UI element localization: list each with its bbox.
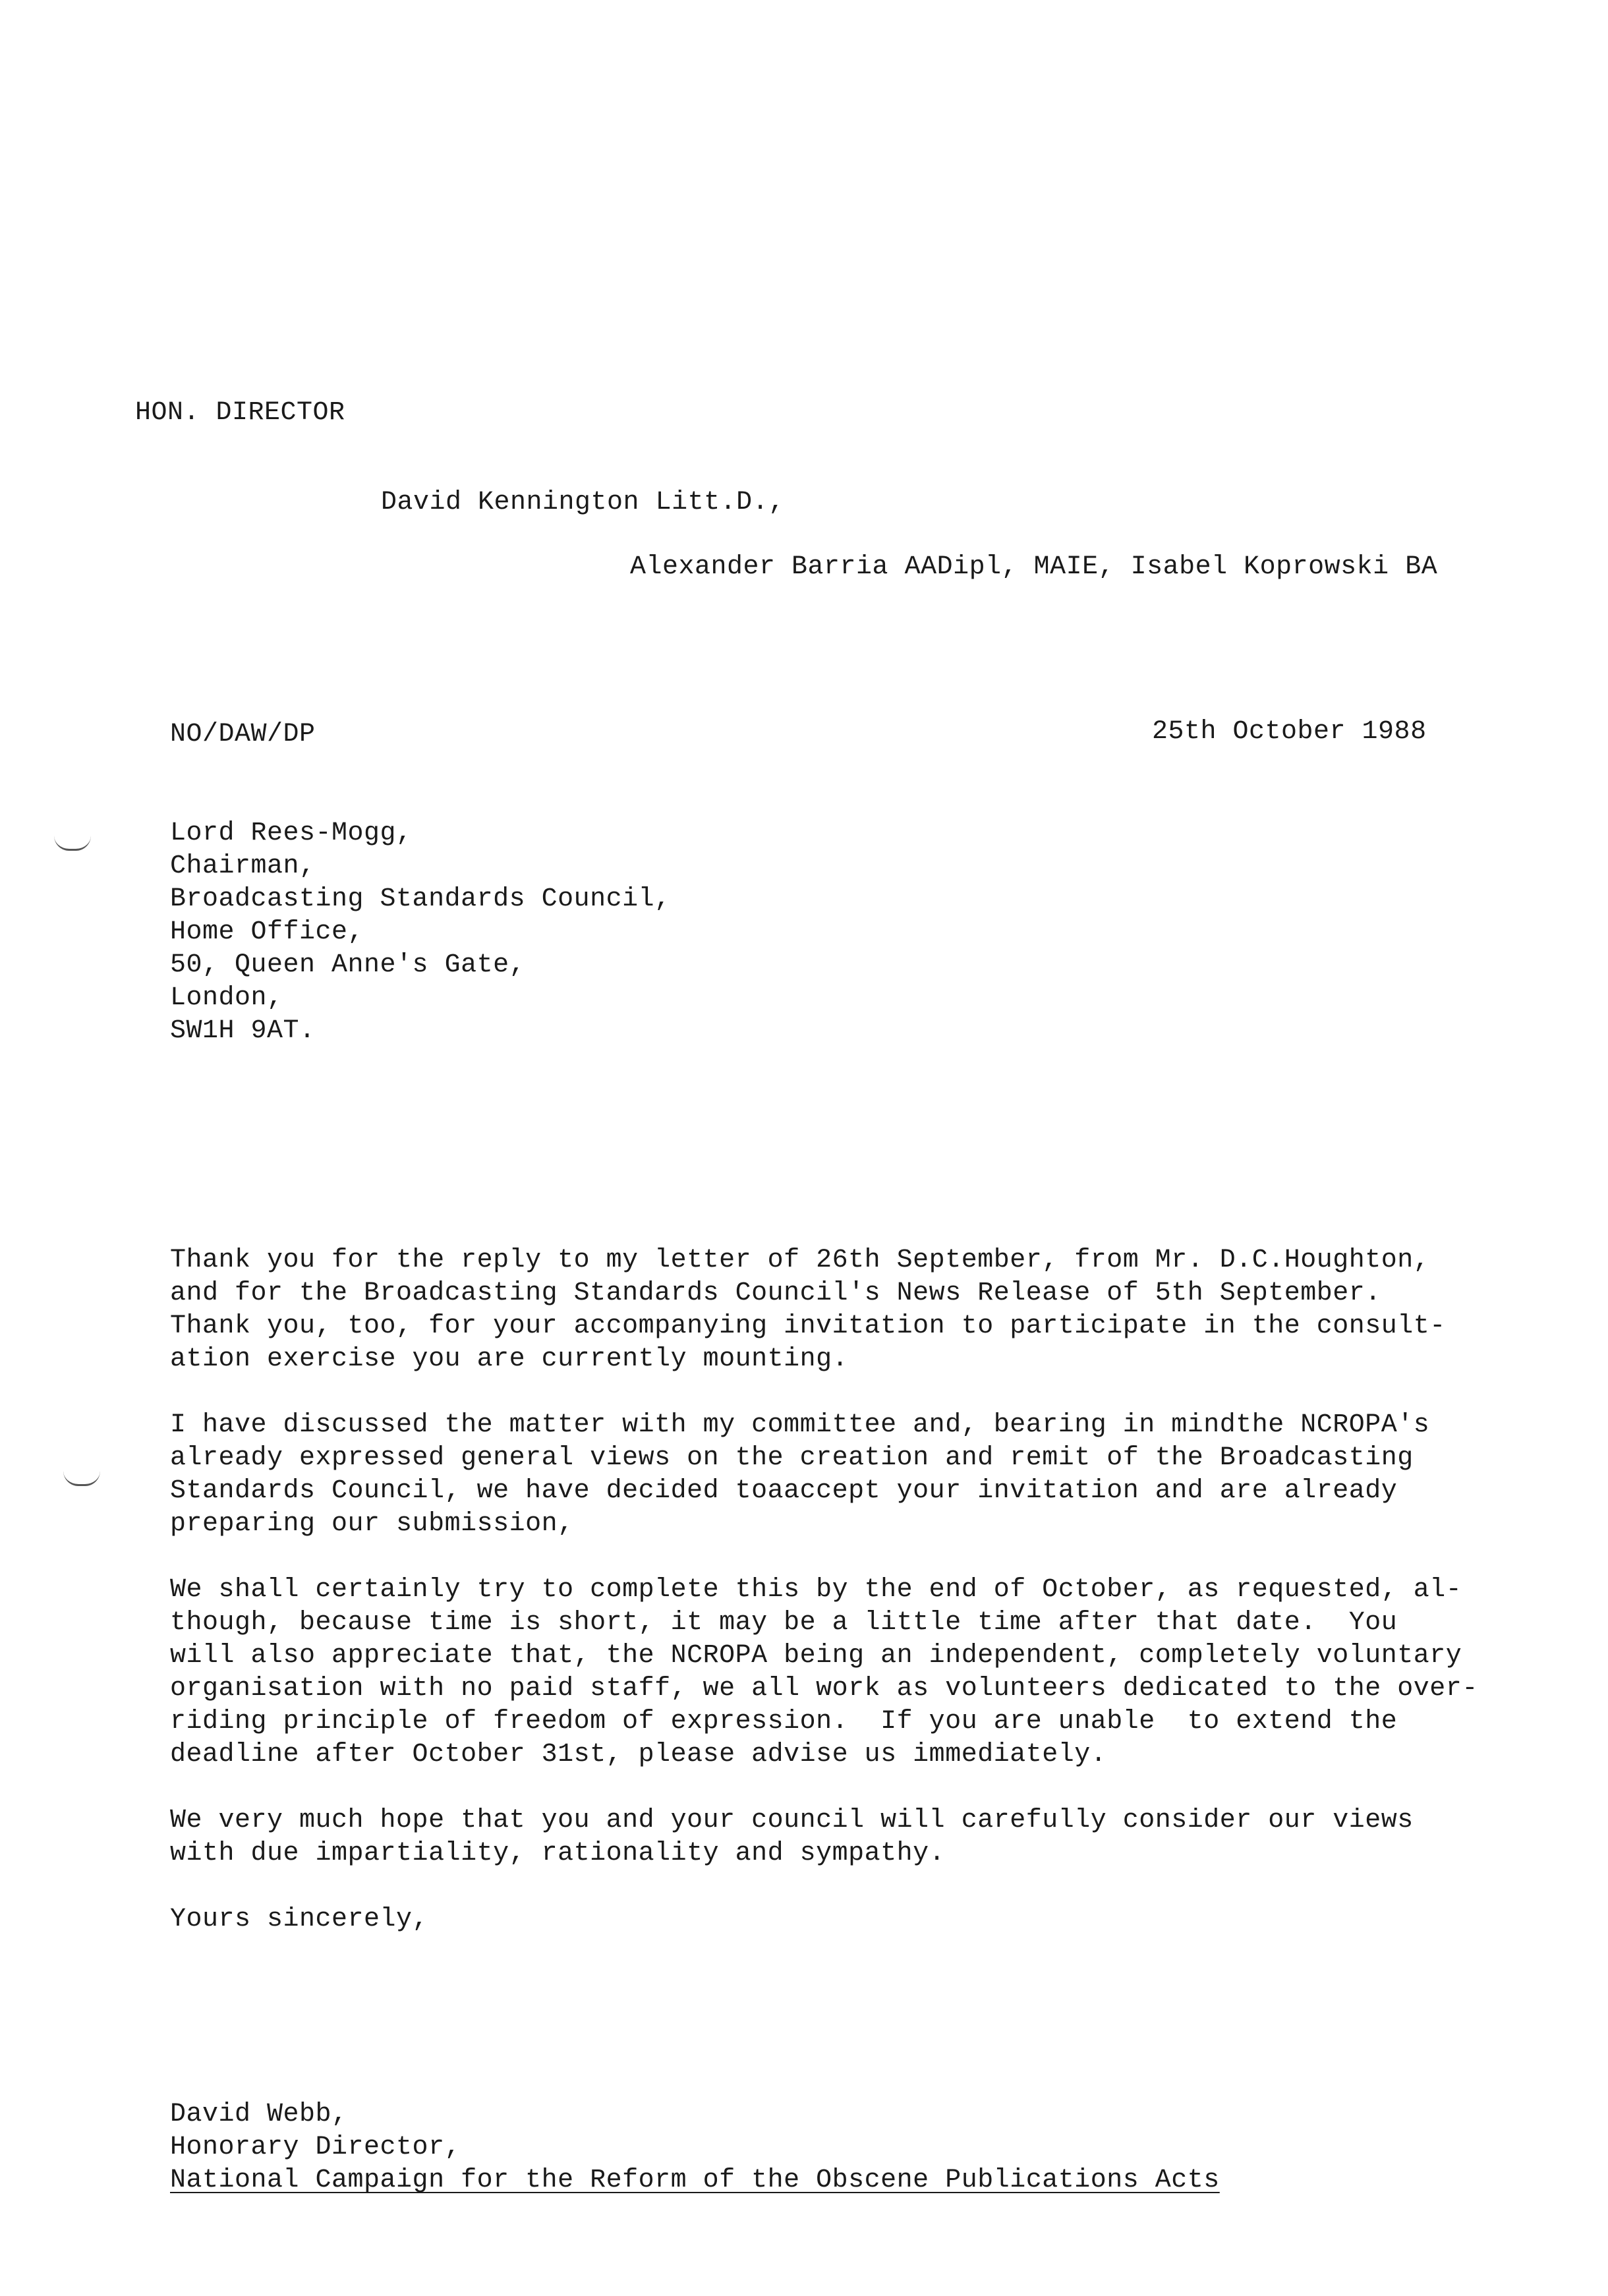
body-line: and for the Broadcasting Standards Council's News Release of 5th September. xyxy=(170,1278,1381,1308)
reference-code: NO/DAW/DP xyxy=(170,720,316,749)
body-line: already expressed general views on the creation and remit of the Broadcasting xyxy=(170,1443,1414,1473)
body-line: deadline after October 31st, please advise us immediately. xyxy=(170,1740,1107,1769)
address-line: Home Office, xyxy=(170,917,364,947)
signatory-name: David Webb, xyxy=(170,2100,348,2129)
letterhead-role: HON. DIRECTOR xyxy=(135,398,345,428)
body-line: organisation with no paid staff, we all work as volunteers dedicated to the over- xyxy=(170,1674,1478,1704)
letter-date: 25th October 1988 xyxy=(1152,717,1427,747)
address-line: Broadcasting Standards Council, xyxy=(170,884,671,914)
letterhead-names-secondary: Alexander Barria AADipl, MAIE, Isabel Koprowski BA xyxy=(630,552,1438,582)
body-line: preparing our submission, xyxy=(170,1509,574,1539)
body-line: ation exercise you are currently mounting. xyxy=(170,1344,849,1374)
letterhead-name-primary: David Kennington Litt.D., xyxy=(381,488,785,517)
address-line: 50, Queen Anne's Gate, xyxy=(170,950,526,980)
signatory-title: Honorary Director, xyxy=(170,2133,461,2162)
body-line: with due impartiality, rationality and sympathy. xyxy=(170,1839,946,1868)
address-line: Lord Rees-Mogg, xyxy=(170,818,413,848)
body-line: I have discussed the matter with my committee and, bearing in mindthe NCROPA's xyxy=(170,1410,1430,1440)
address-line: SW1H 9AT. xyxy=(170,1016,316,1046)
body-line: Thank you for the reply to my letter of 26th September, from Mr. D.C.Houghton, xyxy=(170,1246,1430,1275)
body-line: will also appreciate that, the NCROPA being an independent, completely voluntary xyxy=(170,1641,1462,1671)
closing-salutation: Yours sincerely, xyxy=(170,1905,429,1934)
body-line: Standards Council, we have decided toaaccept your invitation and are already xyxy=(170,1476,1398,1506)
body-line: Thank you, too, for your accompanying invitation to participate in the consult- xyxy=(170,1311,1446,1341)
punch-hole-mark xyxy=(54,836,91,851)
address-line: Chairman, xyxy=(170,851,316,881)
body-line: though, because time is short, it may be a little time after that date. You xyxy=(170,1608,1398,1638)
address-line: London, xyxy=(170,983,283,1013)
body-line: We shall certainly try to complete this by the end of October, as requested, al- xyxy=(170,1575,1462,1605)
punch-hole-mark xyxy=(63,1471,100,1486)
body-line: We very much hope that you and your council will carefully consider our views xyxy=(170,1806,1414,1835)
body-line: riding principle of freedom of expression. If you are unable to extend the xyxy=(170,1707,1398,1736)
signatory-organisation: National Campaign for the Reform of the Obscene Publications Acts xyxy=(170,2166,1220,2195)
